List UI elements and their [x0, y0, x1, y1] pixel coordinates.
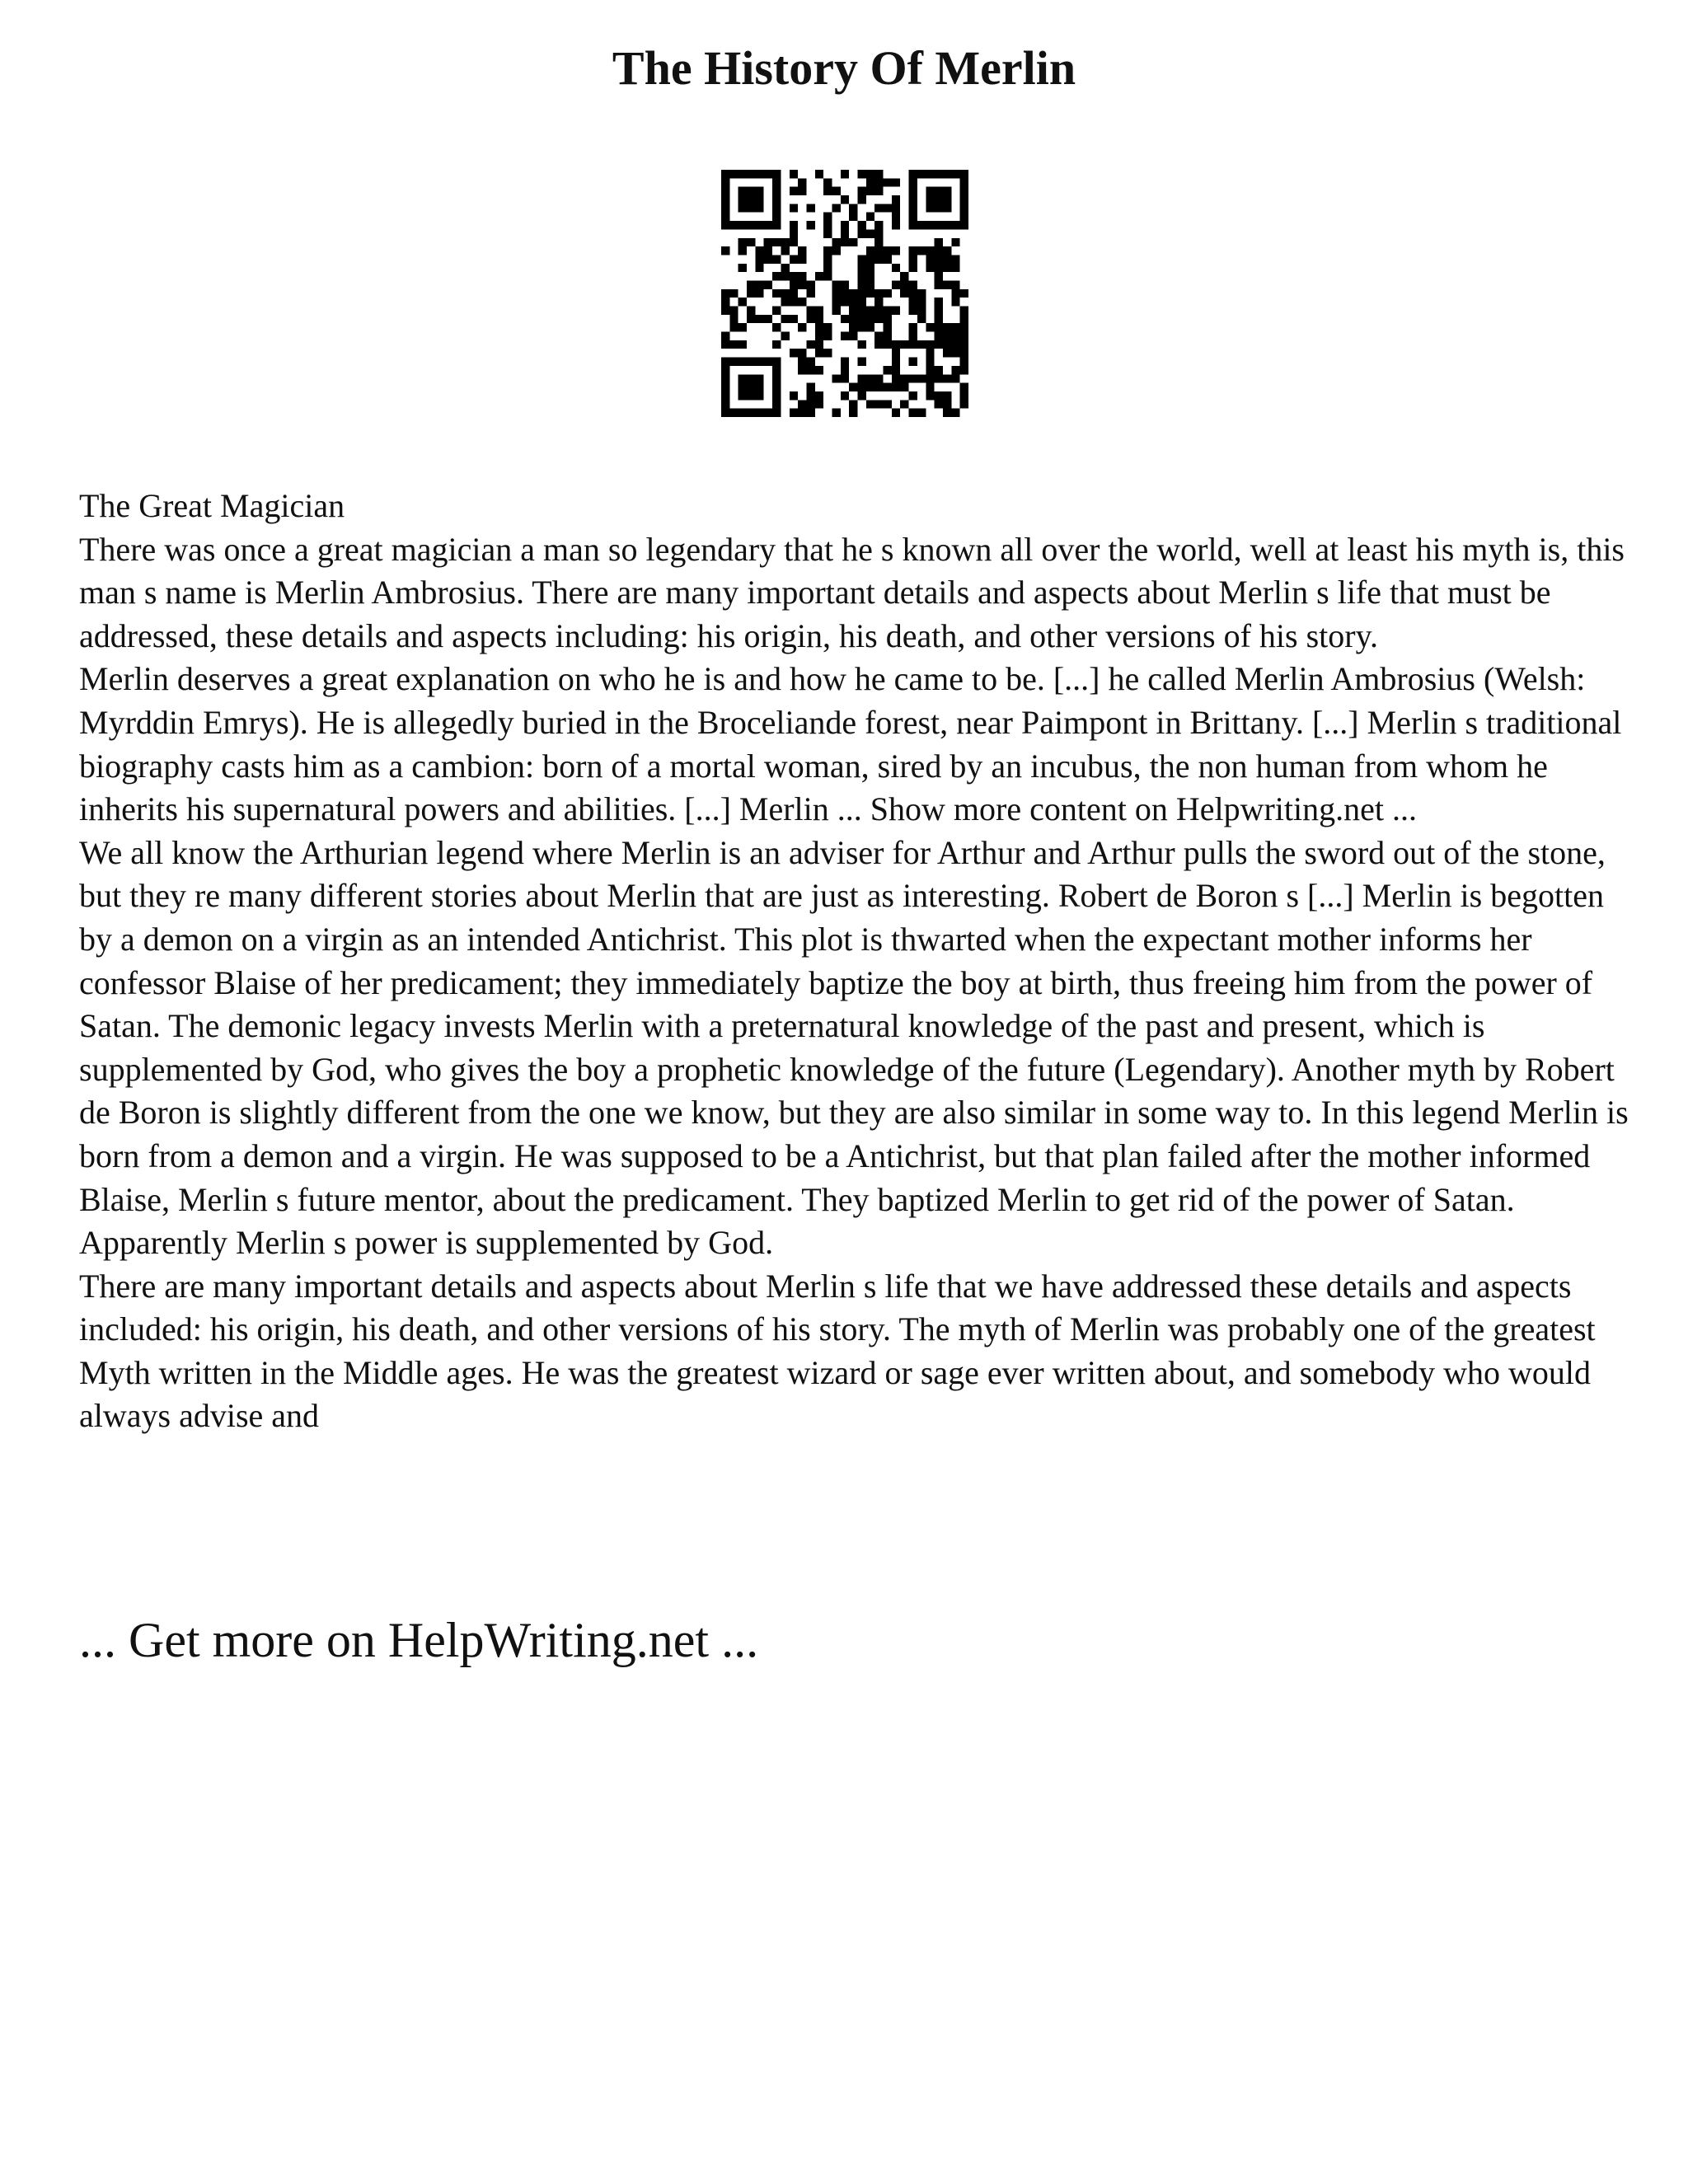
paragraph-3: We all know the Arthurian legend where Merlin is an adviser for Arthur and Arthur pulls the sword out of the stone, but they re many different stories about Merlin that are just as interesting. Robert de Boron s [...] Merlin is begotten by a demon on a virgin as an intended Antichrist. This plot is thwarted when the expectant mother informs her confessor Blaise of her predicament; they immediately baptize the boy at birth, thus freeing him from the power of Satan. The demonic legacy invests Merlin with a preternatural knowledge of the past and present, which is supplemented by God, who gives the boy a prophetic knowledge of the future (Legendary). Another myth by Robert de Boron is slightly different from the one we know, but they are also similar in some way to. In this legend Merlin is born from a demon and a virgin. He was supposed to be a Antichrist, but that plan failed after the mother informed Blaise, Merlin s future mentor, about the predicament. They baptized Merlin to get rid of the power of Satan. Apparently Merlin s power is supplemented by God.: [79, 833, 1629, 1262]
paragraph-2: Merlin deserves a great explanation on who he is and how he came to be. [...] he called Merlin Ambrosius (Welsh: Myrddin Emrys). He is allegedly buried in the Broceliande forest, near Paimpont in Brittany. [...] Merlin s traditional biography casts him as a cambion: born of a mortal woman, sired by an incubus, the non human from whom he inherits his supernatural powers and abilities. [...] Merlin ... Show more content on Helpwriting.net ...: [79, 660, 1622, 828]
section-heading: The Great Magician: [79, 487, 345, 524]
paragraph-1: There was once a great magician a man so legendary that he s known all over the world, well at least his myth is, this man s name is Merlin Ambrosius. There are many important details and aspects about Merlin s life that must be addressed, these details and aspects including: his origin, his death, and other versions of his story.: [79, 530, 1625, 654]
paragraph-4: There are many important details and aspects about Merlin s life that we have addressed these details and aspects included: his origin, his death, and other versions of his story. The myth of Merlin was probably one of the greatest Myth written in the Middle ages. He was the greatest wizard or sage ever written about, and somebody who would always advise and: [79, 1267, 1596, 1435]
document-title: The History Of Merlin: [612, 41, 1076, 95]
qr-code-icon: [721, 170, 968, 417]
qr-code-graphic: [721, 170, 968, 417]
get-more-link[interactable]: ... Get more on HelpWriting.net ...: [79, 1613, 759, 1667]
article-body: [79, 485, 1629, 1438]
